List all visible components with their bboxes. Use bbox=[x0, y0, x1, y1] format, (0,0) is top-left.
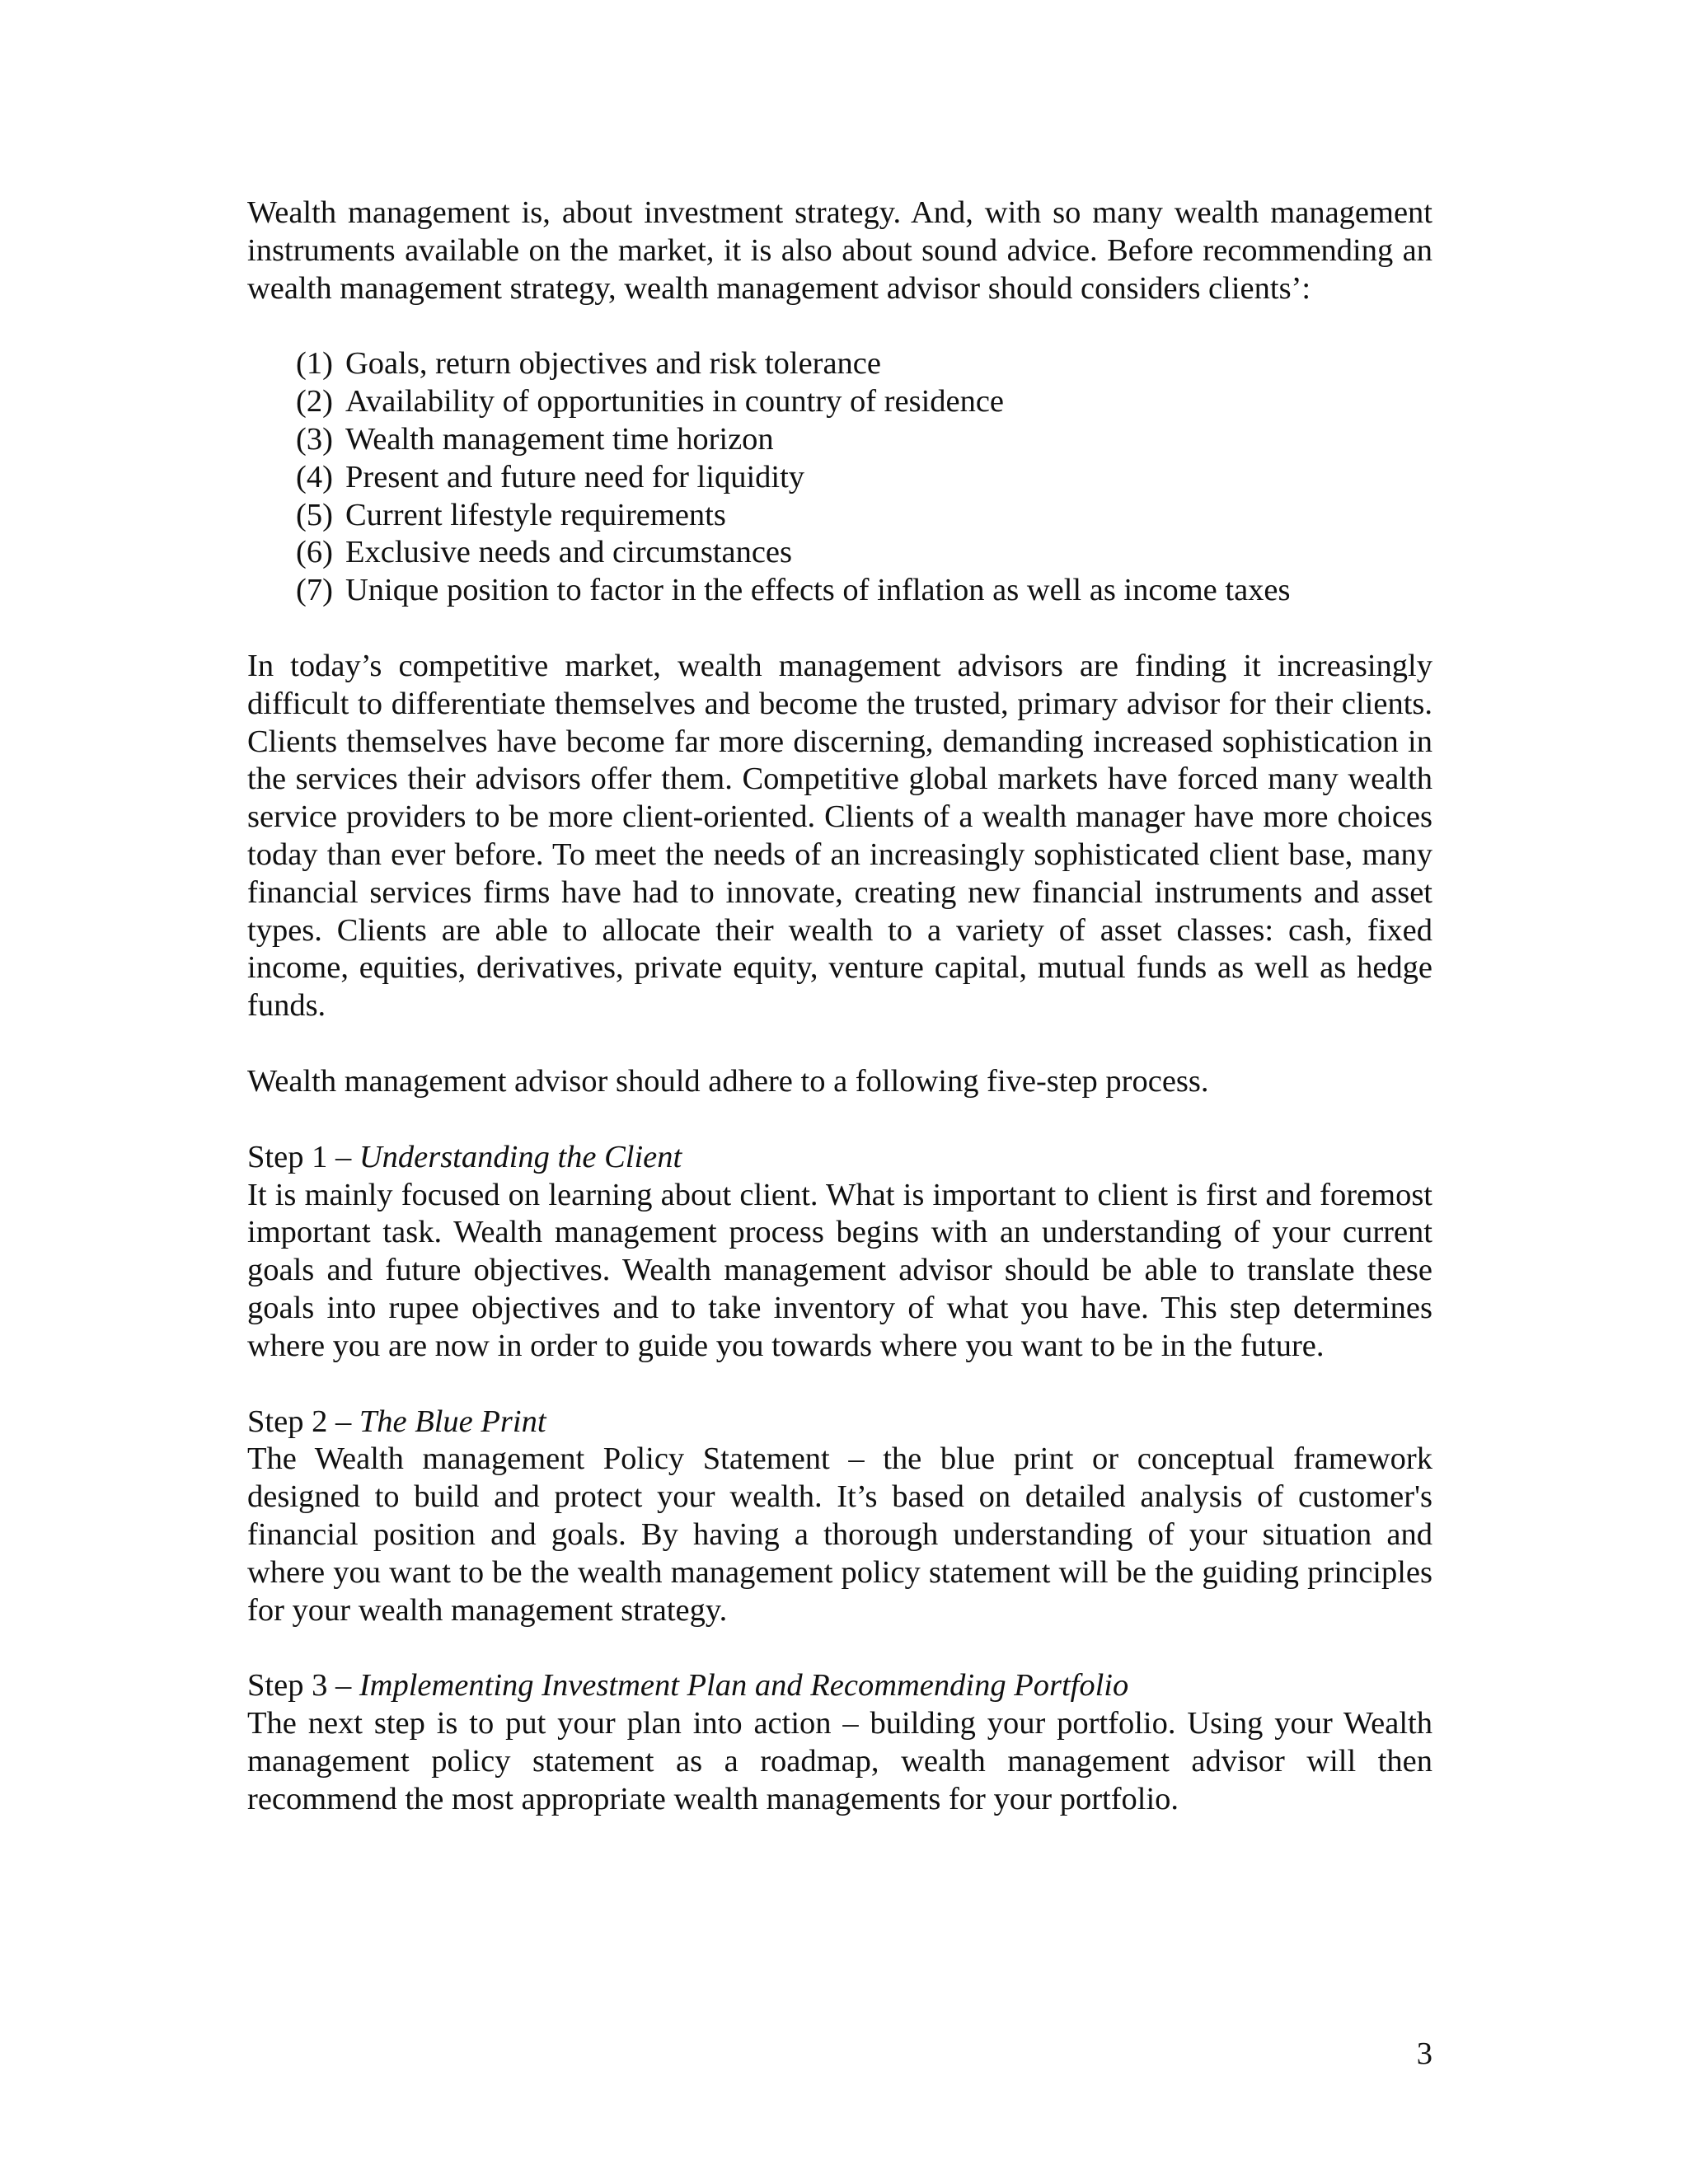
step-heading bbox=[247, 1667, 1432, 1705]
list-item-text: Goals, return objectives and risk tolerance bbox=[345, 346, 881, 382]
list-item bbox=[296, 497, 1432, 535]
step-1 bbox=[247, 1139, 1432, 1366]
step-label: Step 2 – bbox=[247, 1404, 359, 1439]
document-page bbox=[247, 194, 1432, 1856]
list-item-text: Present and future need for liquidity bbox=[345, 459, 805, 494]
list-item-text: Availability of opportunities in country of residence bbox=[345, 384, 1005, 419]
list-item-text: Wealth management time horizon bbox=[345, 421, 774, 457]
list-item bbox=[296, 534, 1432, 572]
list-item-number: (4) bbox=[296, 459, 333, 494]
list-item bbox=[296, 383, 1432, 421]
step-heading bbox=[247, 1404, 1432, 1441]
step-title: Implementing Investment Plan and Recommending Portfolio bbox=[359, 1668, 1129, 1704]
page-number: 3 bbox=[1416, 2036, 1432, 2071]
list-item-number: (7) bbox=[296, 573, 333, 608]
considerations-list bbox=[247, 345, 1432, 610]
market-paragraph: In today’s competitive market, wealth management advisors are finding it increasingly difficult to differentiate themselves and become the trusted, primary advisor for their clients. Clients themselves have become far more discerning, demanding increased sophistication in the services their advisors offer them. Competitive global markets have forced many wealth service providers to be more client-oriented. Clients of a wealth manager have more choices today than ever before. To meet the needs of an increasingly sophisticated client base, many financial services firms have had to innovate, creating new financial instruments and asset types. Clients are able to allocate their wealth to a variety of asset classes: cash, fixed income, equities, derivatives, private equity, venture capital, mutual funds as well as hedge funds. bbox=[247, 648, 1432, 1024]
list-item-number: (2) bbox=[296, 384, 333, 419]
step-label: Step 3 – bbox=[247, 1668, 359, 1704]
list-item-number: (3) bbox=[296, 421, 333, 457]
list-item bbox=[296, 421, 1432, 459]
list-item-text: Current lifestyle requirements bbox=[345, 497, 726, 532]
step-label: Step 1 – bbox=[247, 1139, 359, 1174]
step-title: Understanding the Client bbox=[359, 1139, 682, 1174]
step-title: The Blue Print bbox=[359, 1404, 546, 1439]
step-body: It is mainly focused on learning about client. What is important to client is first and foremost important task. Wealth management process begins with an understanding of your current goals and future objectives. Wealth management advisor should be able to translate these goals into rupee objectives and to take inventory of what you have. This step determines where you are now in order to guide you towards where you want to be in the future. bbox=[247, 1177, 1432, 1363]
list-item-number: (1) bbox=[296, 346, 333, 382]
list-item bbox=[296, 572, 1432, 610]
step-3 bbox=[247, 1667, 1432, 1818]
step-heading bbox=[247, 1139, 1432, 1177]
list-item bbox=[296, 345, 1432, 383]
list-item-text: Unique position to factor in the effects of inflation as well as income taxes bbox=[345, 573, 1291, 608]
step-2 bbox=[247, 1404, 1432, 1630]
list-item-number: (6) bbox=[296, 535, 333, 570]
process-intro: Wealth management advisor should adhere to a following five-step process. bbox=[247, 1063, 1209, 1099]
list-item-text: Exclusive needs and circumstances bbox=[345, 535, 793, 570]
step-body: The next step is to put your plan into action – building your portfolio. Using your Wealth management policy statement as a roadmap, wealth management advisor will then recommend the most appropriate wealth managements for your portfolio. bbox=[247, 1706, 1432, 1816]
intro-paragraph: Wealth management is, about investment strategy. And, with so many wealth management instruments available on the market, it is also about sound advice. Before recommending an wealth management strategy, wealth management advisor should considers clients’: bbox=[247, 195, 1432, 306]
step-body: The Wealth management Policy Statement – the blue print or conceptual framework designed to build and protect your wealth. It’s based on detailed analysis of customer's financial position and goals. By having a thorough understanding of your situation and where you want to be the wealth management policy statement will be the guiding principles for your wealth management strategy. bbox=[247, 1441, 1432, 1628]
list-item bbox=[296, 459, 1432, 497]
list-item-number: (5) bbox=[296, 497, 333, 532]
